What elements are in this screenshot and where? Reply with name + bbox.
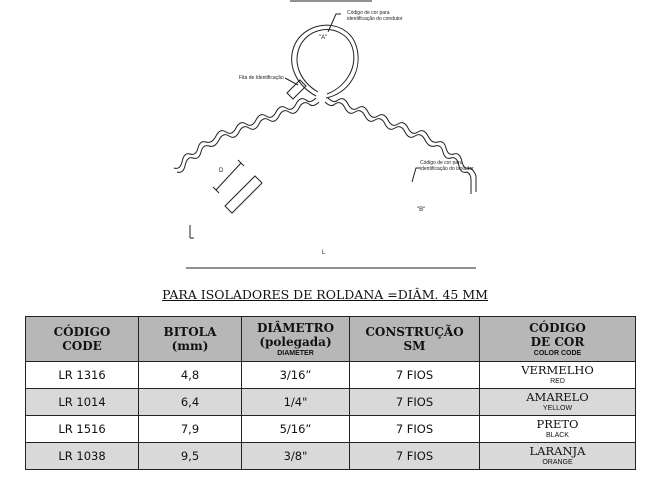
header-gauge-line2: (mm) <box>171 339 209 353</box>
header-gauge <box>139 317 242 362</box>
wire-left-leg <box>174 98 316 168</box>
label-text: Código de cor para identificação do isolador <box>420 160 474 172</box>
color-name-en: ORANGE <box>542 459 573 466</box>
cell-gauge: 9,5 <box>139 443 242 470</box>
id-tape <box>287 80 306 99</box>
cell-construction: 7 FIOS <box>350 443 480 470</box>
cell-diameter: 3/16” <box>242 362 350 389</box>
cell-code: LR 1014 <box>26 389 139 416</box>
cell-gauge: 4,8 <box>139 362 242 389</box>
cell-construction: 7 FIOS <box>350 416 480 443</box>
header-gauge-main: BITOLA <box>163 325 217 339</box>
cell-diameter: 1/4" <box>242 389 350 416</box>
cell-diameter: 3/8" <box>242 443 350 470</box>
cell-code: LR 1038 <box>26 443 139 470</box>
wire-right-leg-inner <box>325 102 471 194</box>
wire-right-leg <box>328 98 476 192</box>
color-name-pt: VERMELHO <box>521 363 594 377</box>
label-dim-l: L <box>322 250 326 256</box>
header-construction-line2: SM <box>403 339 426 353</box>
label-color-code-conductor <box>347 10 405 22</box>
header-code-line2: CODE <box>62 339 102 353</box>
header-diameter-line2: (polegada) <box>259 334 332 349</box>
dimension-d <box>213 160 244 193</box>
header-color-main: CÓDIGO <box>529 320 586 335</box>
label-color-code-insulator <box>420 160 478 172</box>
header-diameter <box>242 317 350 362</box>
label-text: Código de cor para identificação do condutor <box>347 10 403 22</box>
cell-color <box>480 416 636 443</box>
label-point-b: "B" <box>417 207 426 213</box>
table-header-row <box>26 317 636 362</box>
cell-code: LR 1316 <box>26 362 139 389</box>
cell-diameter: 5/16” <box>242 416 350 443</box>
color-name-en: YELLOW <box>542 405 573 412</box>
cell-color <box>480 362 636 389</box>
label-point-a: "A" <box>319 35 328 41</box>
wire-left-leg-inner <box>177 102 319 172</box>
header-construction <box>350 317 480 362</box>
header-construction-main: CONSTRUÇÃO <box>365 325 464 339</box>
header-diameter-sub: DIAMETER <box>277 349 314 357</box>
caption <box>0 287 650 302</box>
leader-tape <box>285 78 298 85</box>
header-code-main: CÓDIGO <box>53 325 111 339</box>
color-name-pt: AMARELO <box>526 390 589 404</box>
cell-gauge: 7,9 <box>139 416 242 443</box>
spec-table <box>25 316 636 470</box>
cell-code: LR 1516 <box>26 416 139 443</box>
label-id-tape: Fita de Identificação <box>239 75 284 81</box>
color-name-pt: PRETO <box>536 417 579 431</box>
cell-construction: 7 FIOS <box>350 362 480 389</box>
table-row <box>26 362 636 389</box>
header-code <box>26 317 139 362</box>
cell-gauge: 6,4 <box>139 389 242 416</box>
leader-insulator <box>412 168 420 182</box>
color-name-en: BLACK <box>546 432 569 439</box>
color-name-pt: LARANJA <box>529 444 586 458</box>
header-color-line2: DE COR <box>530 334 585 349</box>
leg-tape <box>225 176 262 213</box>
cell-construction: 7 FIOS <box>350 389 480 416</box>
table-row <box>26 443 636 470</box>
color-name-en: RED <box>550 378 565 385</box>
left-foot <box>190 225 194 238</box>
label-dim-d: D <box>219 168 224 174</box>
table-row <box>26 389 636 416</box>
header-color <box>480 317 636 362</box>
table-row <box>26 416 636 443</box>
cell-color <box>480 389 636 416</box>
header-diameter-main: DIÂMETRO <box>256 320 335 335</box>
cell-color <box>480 443 636 470</box>
header-color-sub: COLOR CODE <box>533 349 582 357</box>
caption-text: PARA ISOLADORES DE ROLDANA =DIÂM. 45 MM <box>162 287 488 302</box>
